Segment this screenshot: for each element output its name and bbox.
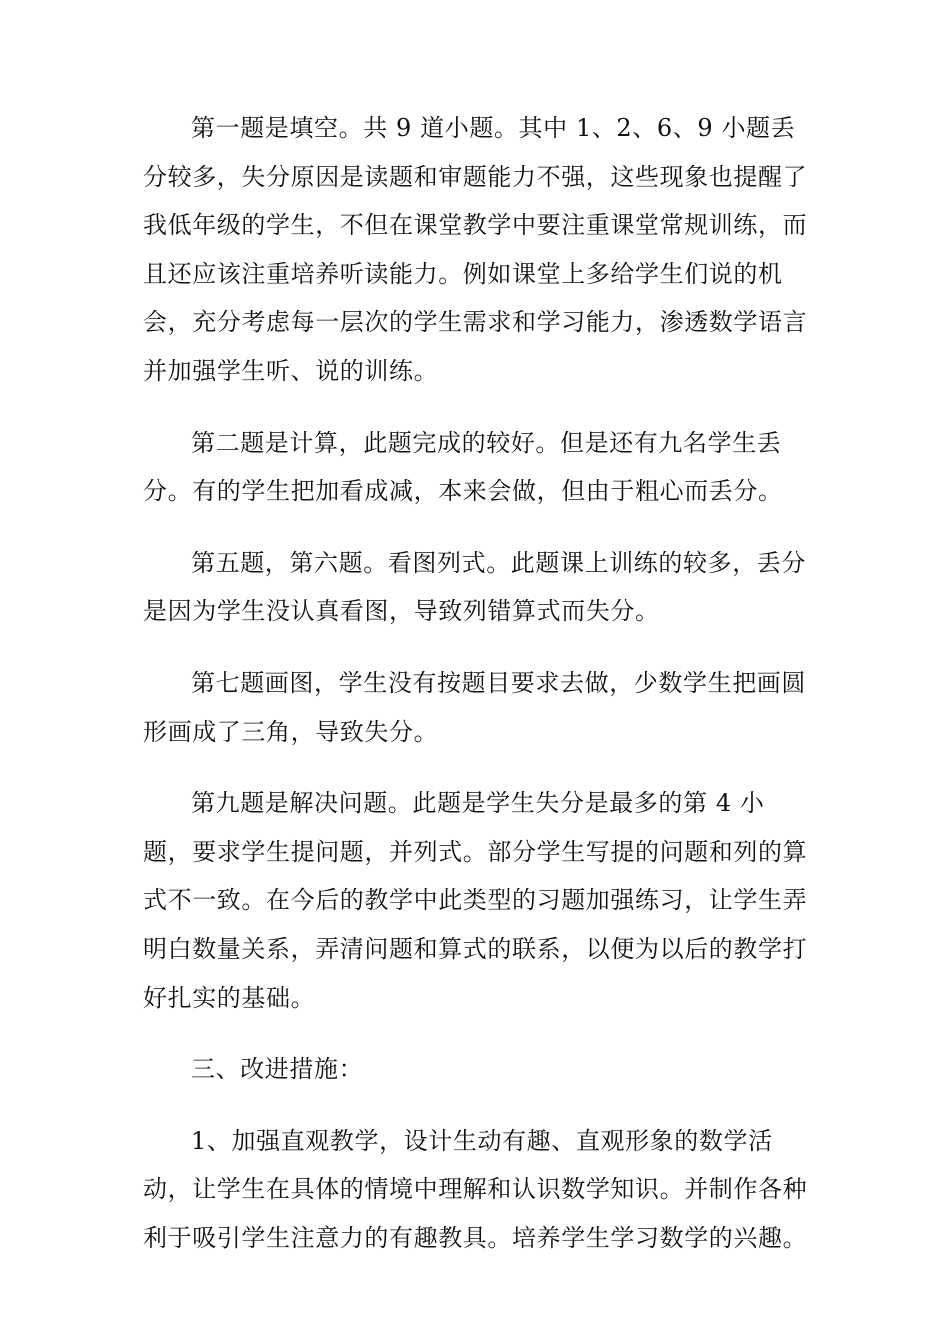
- paragraph-measure-1: 1、加强直观教学，设计生动有趣、直观形象的数学活动，让学生在具体的情境中理解和认识数学知识。并制作各种利于吸引学生注意力的有趣教具。培养学生学习数学的兴趣。: [143, 1126, 808, 1252]
- paragraph-question-1-analysis: 第一题是填空。共 9 道小题。其中 1、2、6、9 小题丢分较多，失分原因是读题和审题能力不强，这些现象也提醒了我低年级的学生，不但在课堂教学中要注重课堂常规训练，而且还应该注重培养听读能力。例如课堂上多给学生们说的机会，充分考虑每一层次的学生需求和学习能力，渗透数学语言并加强学生听、说的训练。: [143, 114, 808, 385]
- paragraph-question-7-analysis: 第七题画图，学生没有按题目要求去做，少数学生把画圆形画成了三角，导致失分。: [143, 668, 806, 746]
- paragraph-question-2-analysis: 第二题是计算，此题完成的较好。但是还有九名学生丢分。有的学生把加看成减，本来会做，但由于粗心而丢分。: [143, 428, 783, 506]
- section-heading-improvement-measures: 三、改进措施：: [191, 1055, 364, 1084]
- paragraph-question-9-analysis: 第九题是解决问题。此题是学生失分是最多的第 4 小题，要求学生提问题，并列式。部分学生写提的问题和列的算式不一致。在今后的教学中此类型的习题加强练习，让学生弄明白数量关系，弄清问题和算式的联系，以便为以后的教学打好扎实的基础。: [143, 789, 808, 1012]
- paragraph-question-5-6-analysis: 第五题，第六题。看图列式。此题课上训练的较多，丢分是因为学生没认真看图，导致列错算式而失分。: [143, 548, 806, 626]
- document-body: [143, 104, 811, 1262]
